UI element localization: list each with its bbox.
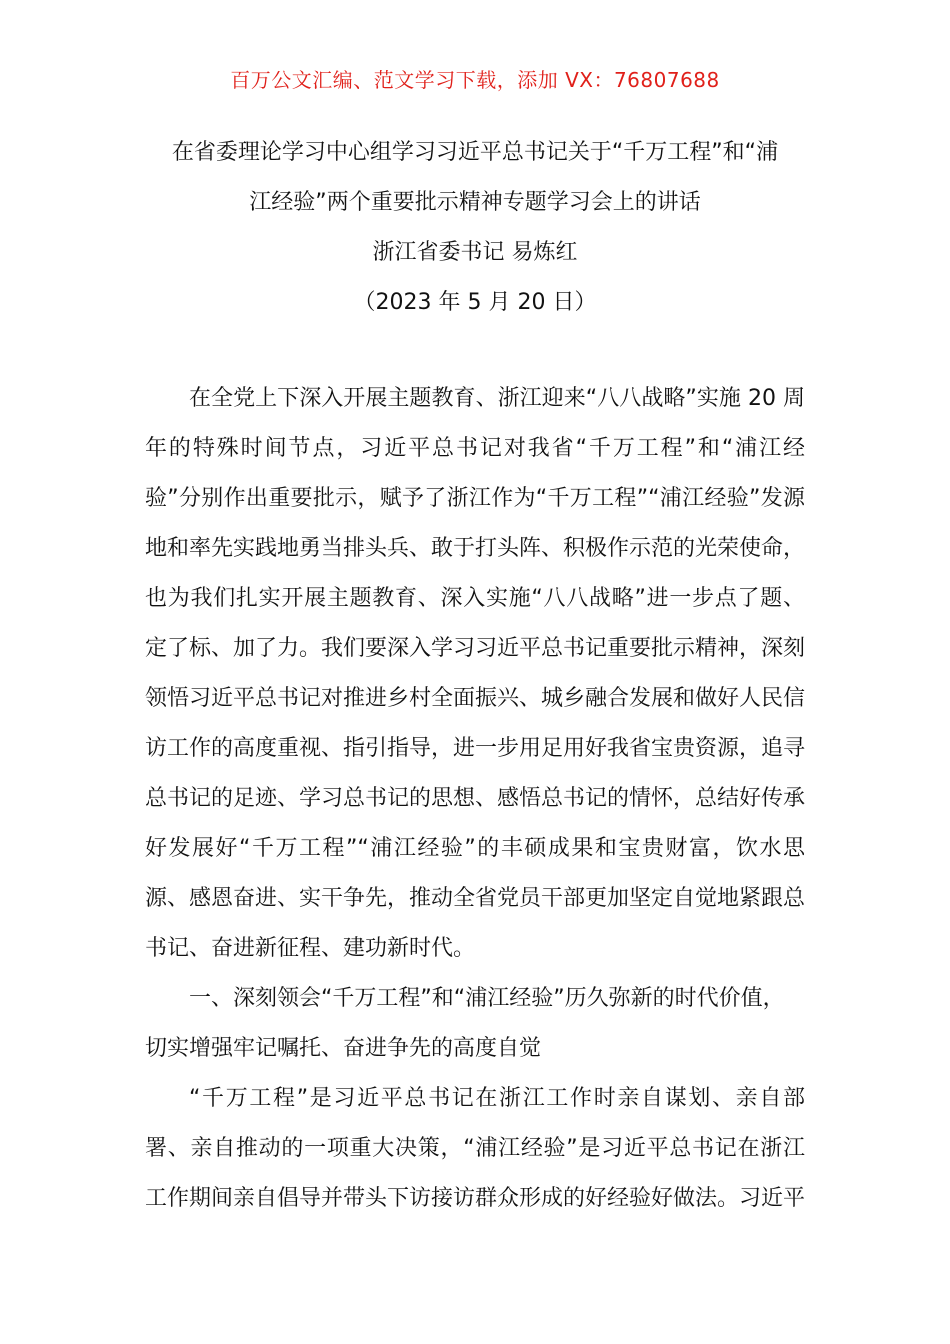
title-line-1: 在省委理论学习中心组学习习近平总书记关于“千万工程”和“浦	[171, 140, 779, 165]
title-line-2: 江经验”两个重要批示精神专题学习会上的讲话	[249, 190, 701, 215]
author-line: 浙江省委书记 易炼红	[372, 240, 578, 265]
title-block	[145, 128, 805, 328]
body-paragraph-1: 在全党上下深入开展主题教育、浙江迎来“八八战略”实施 20 周年的特殊时间节点，习近平总书记对我省“千万工程”和“浦江经验”分别作出重要批示，赋予了浙江作为“千万工程”“浦江经验”发源地和率先实践地勇当排头兵、敢于打头阵、积极作示范的光荣使命，也为我们扎实开展主题教育、深入实施“八八战略”进一步点了题、定了标、加了力。我们要深入学习习近平总书记重要批示精神，深刻领悟习近平总书记对推进乡村全面振兴、城乡融合发展和做好人民信访工作的高度重视、指引指导，进一步用足用好我省宝贵资源，追寻总书记的足迹、学习总书记的思想、感悟总书记的情怀，总结好传承好发展好“千万工程”“浦江经验”的丰硕成果和宝贵财富，饮水思源、感恩奋进、实干争先，推动全省党员干部更加坚定自觉地紧跟总书记、奋进新征程、建功新时代。	[145, 386, 806, 961]
date-line: （2023 年 5 月 20 日）	[353, 290, 597, 315]
section-heading-1: 一、深刻领会“千万工程”和“浦江经验”历久弥新的时代价值，切实增强牢记嘱托、奋进争先的高度自觉	[145, 986, 785, 1061]
body-paragraph-2: “千万工程”是习近平总书记在浙江工作时亲自谋划、亲自部署、亲自推动的一项重大决策，“浦江经验”是习近平总书记在浙江工作期间亲自倡导并带头下访接访群众形成的好经验好做法。习近平	[145, 1086, 806, 1211]
header-watermark-note: 百万公文汇编、范文学习下载，添加 VX：76807688	[230, 68, 720, 92]
document-body	[145, 374, 805, 1224]
